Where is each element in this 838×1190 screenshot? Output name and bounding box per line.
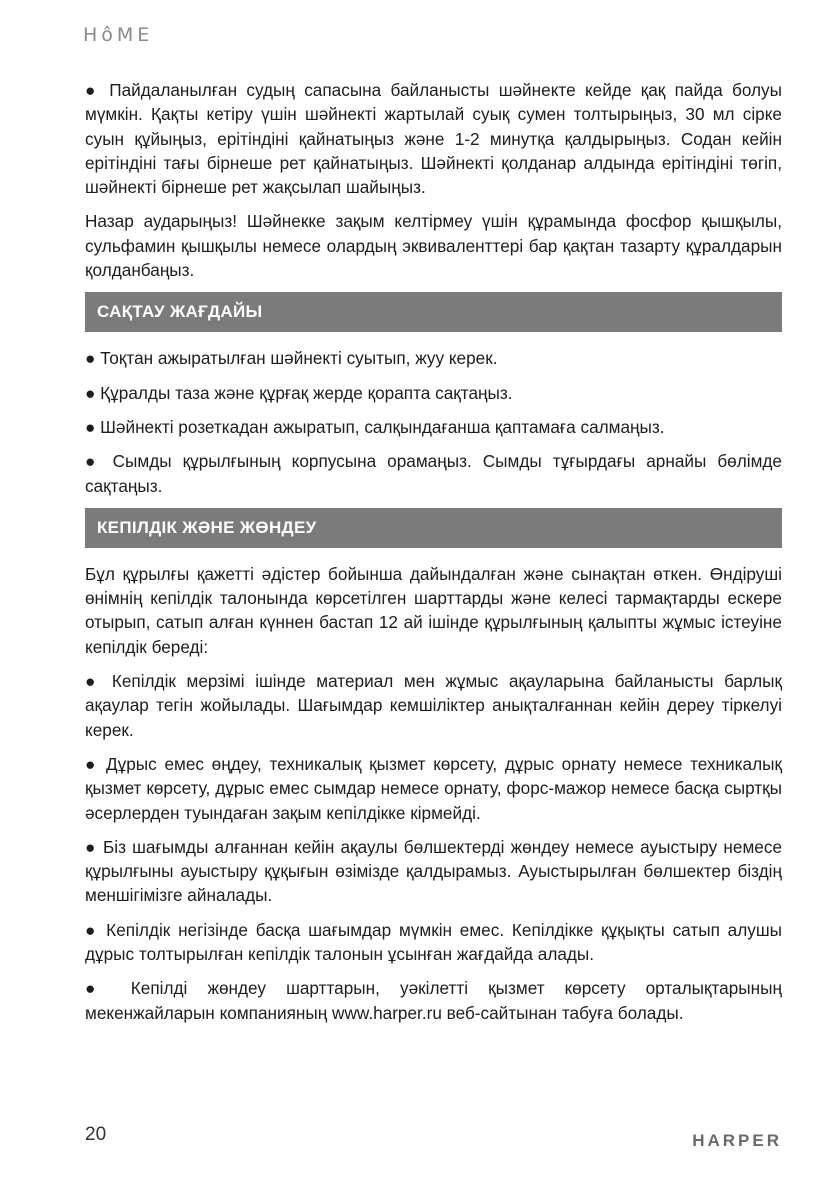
storage-item: ● Құралды таза және құрғақ жерде қорапта сақтаңыз. [85, 382, 513, 403]
warranty-item: ● Кепілдік мерзімі ішінде материал мен жұмыс ақауларына байланысты барлық ақаулар тегін жойылады. Шағымдар кемшіліктер анықталғаннан кейін дереу тіркелуі керек. [85, 671, 782, 740]
storage-item: ● Тоқтан ажыратылған шәйнекті суытып, жуу керек. [85, 348, 498, 369]
warranty-item: ● Дұрыс емес өңдеу, техникалық қызмет көрсету, дұрыс орнату немесе техникалық қызмет көрсету, дұрыс емес сымдар немесе орнату, форс-мажор немесе басқа сыртқы әсерлерден туындаған зақым кепілдікке кірмейді. [85, 753, 782, 823]
descaling-paragraph: ● Пайдаланылған судың сапасына байланысты шәйнекте кейде қақ пайда болуы мүмкін. Қақты кетіру үшін шәйнекті жартылай суық сумен толтырыңыз, 30 мл сірке суын құйыңыз, ерітіндіні қайнатыңыз және 1-2 минутқа қалдырыңыз. Содан кейін ерітіндіні тағы бірнеше рет қайнатыңыз. Шәйнекті қолданар алдында ерітіндіні төгіп, шәйнекті бірнеше рет жақсылап шайыңыз. [85, 80, 782, 198]
storage-item: ● Сымды құрылғының корпусына орамаңыз. Сымды тұғырдағы арнайы бөлімде сақтаңыз. [85, 451, 782, 496]
warranty-item: ● Кепілдік негізінде басқа шағымдар мүмкін емес. Кепілдікке құқықты сатып алушы дұрыс толтырылған кепілдік талонын ұсынған жағдайда алады. [85, 919, 782, 965]
warranty-heading: КЕПІЛДІК ЖӘНЕ ЖӨНДЕУ [85, 508, 782, 548]
warranty-intro: Бұл құрылғы қажетті әдістер бойынша дайындалған және сынақтан өткен. Өндіруші өнімнің кепілдік талонында көрсетілген шарттарды және келесі тармақтарды ескере отырып, сатып алған күннен бастап 12 ай ішінде құрылғының қалыпты жұмыс істеуіне кепілдік береді: [85, 563, 782, 657]
storage-item: ● Шәйнекті розеткадан ажыратып, салқындағанша қаптамаға салмаңыз. [85, 416, 665, 437]
warning-paragraph: Назар аударыңыз! Шәйнекке зақым келтірмеу үшін құрамында фосфор қышқылы, сульфамин қышқылы немесе олардың эквиваленттері бар қақтан тазарту құралдарын қолданбаңыз. [85, 211, 782, 281]
harper-logo: HARPER [692, 1131, 782, 1150]
home-logo: HôME [83, 24, 154, 46]
storage-heading: САҚТАУ ЖАҒДАЙЫ [85, 292, 782, 332]
page-content [85, 78, 782, 1035]
warranty-item: ● Біз шағымды алғаннан кейін ақаулы бөлшектерді жөндеу немесе ауыстыру немесе құрылғыны ауыстыру құқығын өзімізде қалдырамыз. Ауыстырылған бөлшектер біздің меншігімізге айналады. [85, 836, 782, 906]
warranty-item: ● Кепілді жөндеу шарттарын, уәкілетті қызмет көрсету орталықтарының мекенжайларын компанияның www.harper.ru веб-сайтынан табуға болады. [85, 978, 782, 1023]
page-number: 20 [85, 1124, 107, 1145]
